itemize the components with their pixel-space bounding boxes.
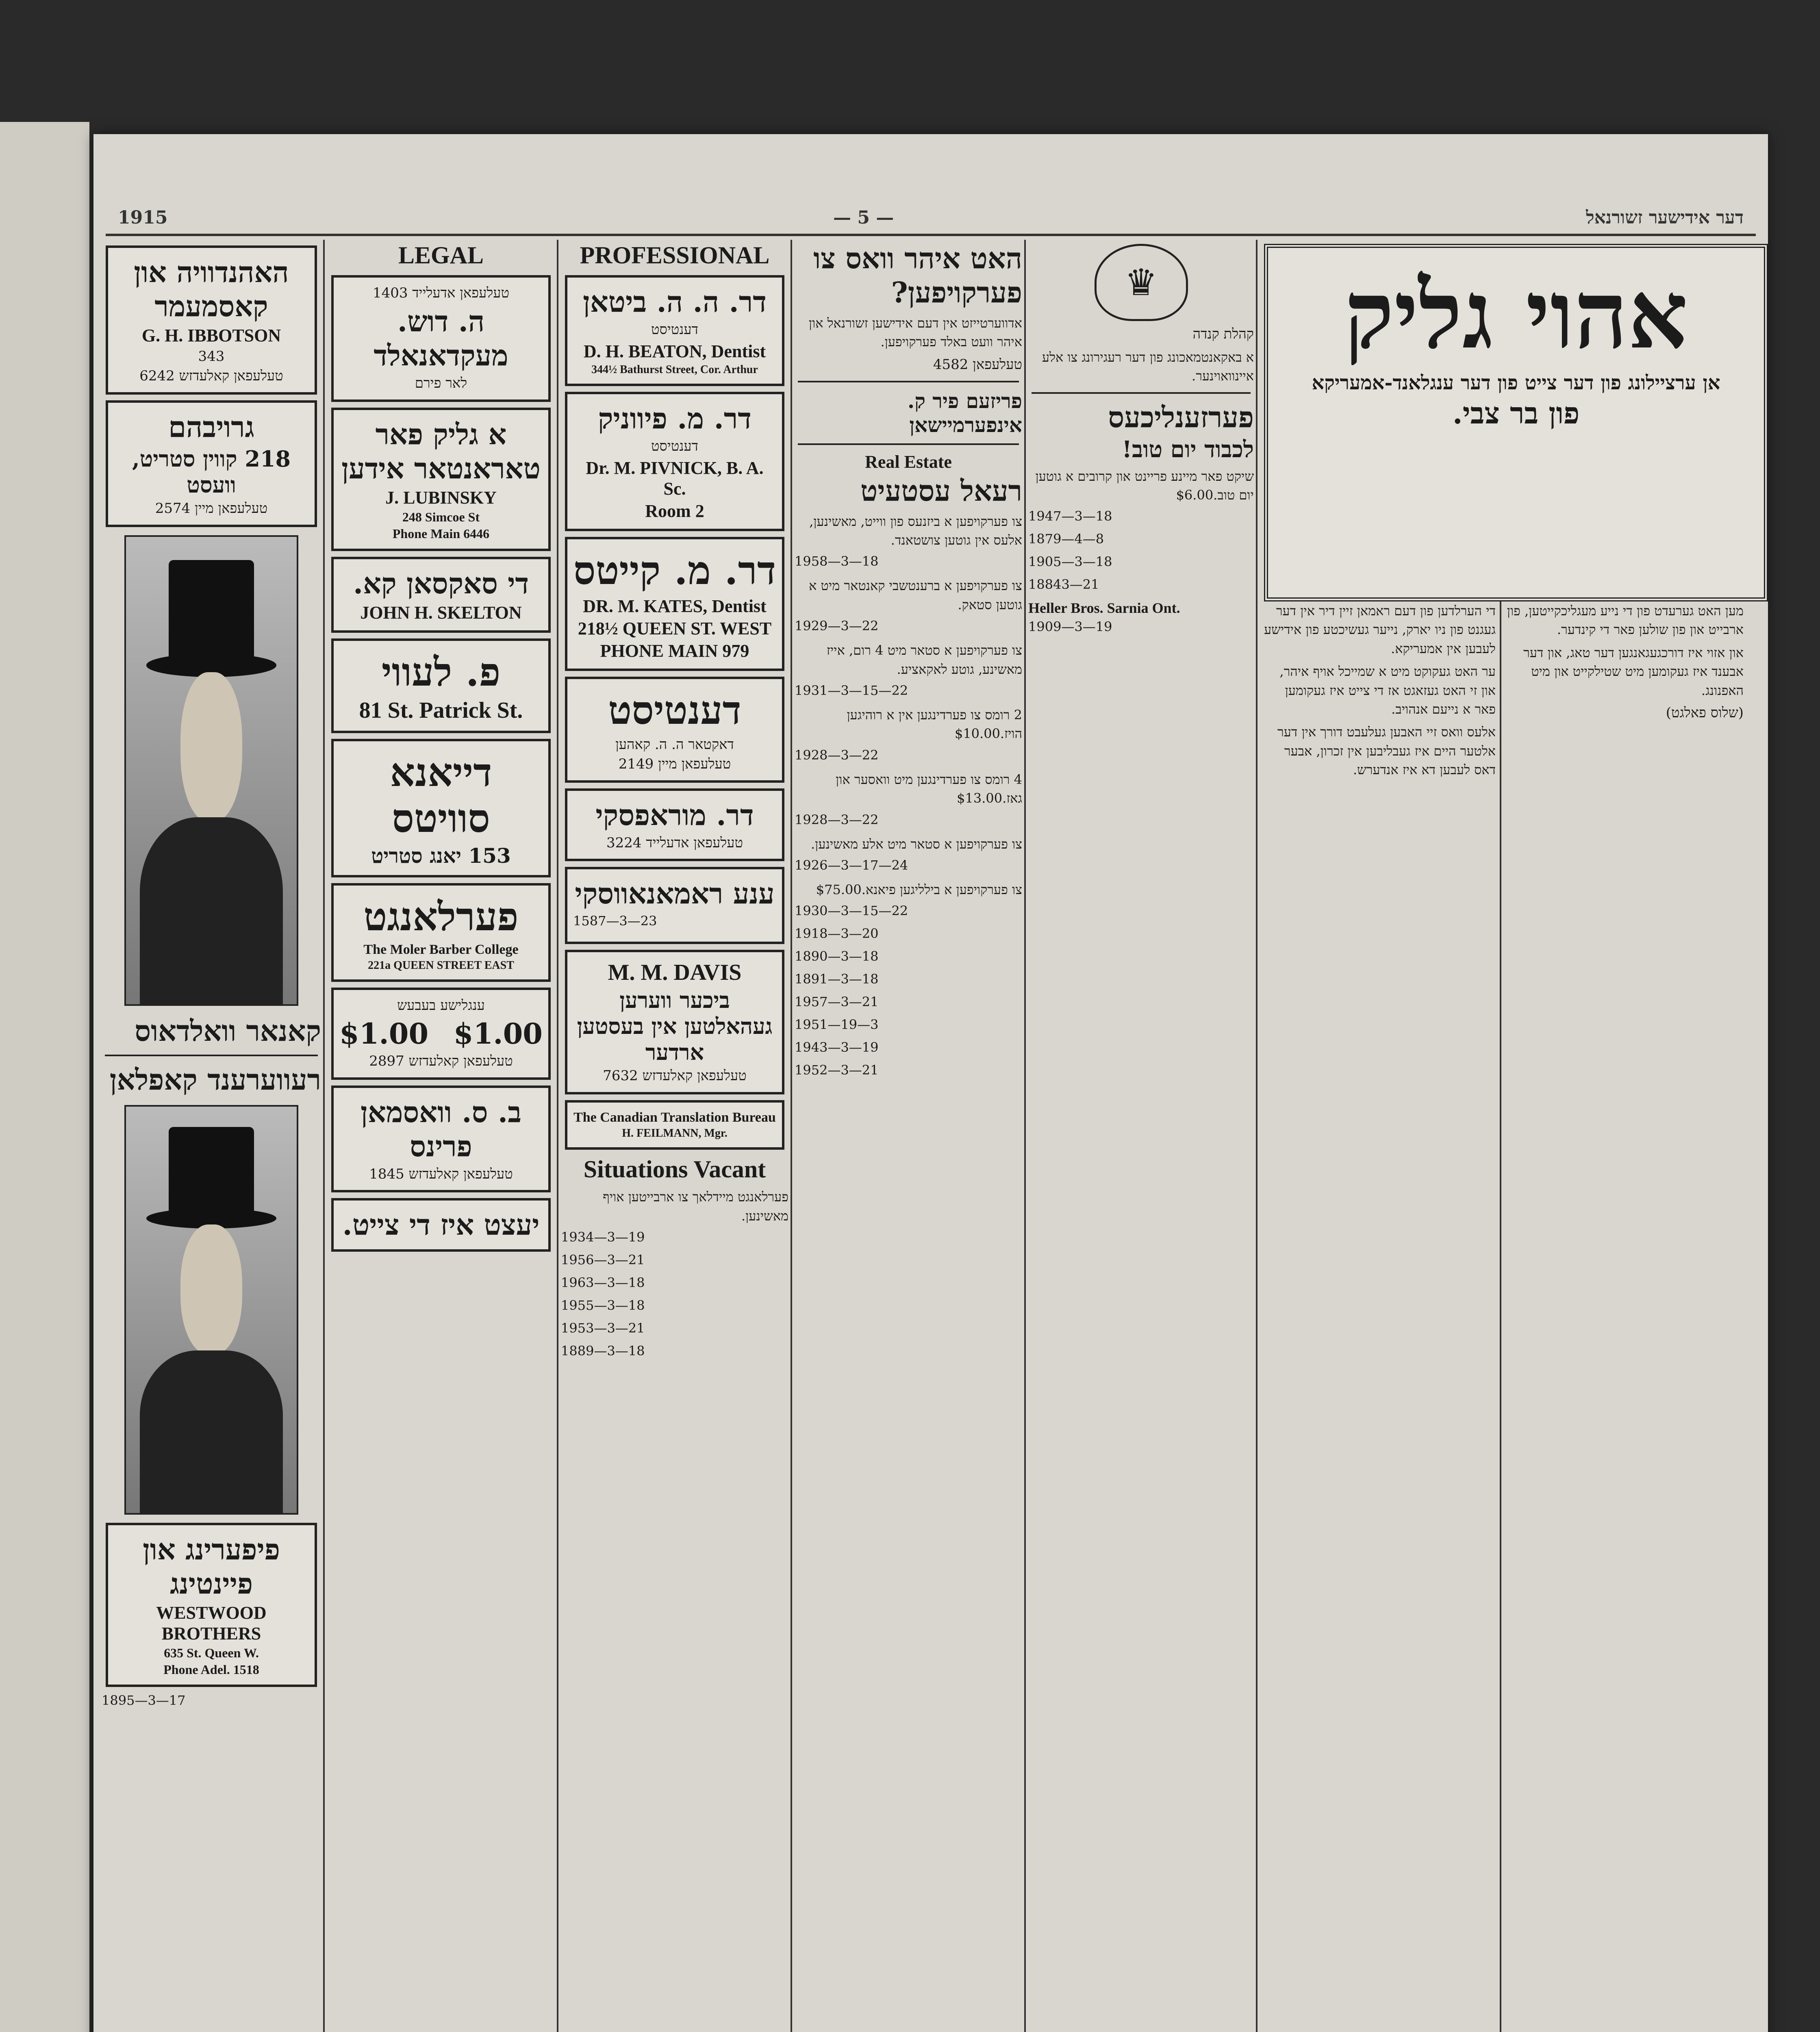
ad-phone: טעלעפאן קאלעדזש 7632 (603, 1068, 747, 1084)
ad-legal-macdonald (331, 275, 551, 402)
classified-code: 1943—3—19 (795, 1040, 879, 1055)
column-classifieds (795, 240, 1022, 2032)
column-ads-left (102, 240, 321, 2032)
ad-phone: טעלעפאן אדעלייד 3224 (606, 834, 743, 851)
classified-code: 1587—3—23 (573, 913, 657, 929)
story-subtitle: אן ערציילונג פון דער צייט פון דער ענגלאנד-אמעריקא (1312, 371, 1720, 394)
classified-text: צו פערקויפען א בילליגען פיאנא.$75.00 (816, 881, 1022, 897)
ad-title: דענטיסט (608, 687, 741, 733)
column-rule (557, 240, 558, 2032)
column-legal (327, 240, 555, 2032)
classified-code: 1931—3—15—22 (795, 683, 908, 699)
ad-street: 343 (198, 348, 225, 365)
price: $13.00 (957, 790, 1003, 806)
classified-text: פערלאנגט מיידלאך צו ארבייטען אויף מאשינען. (603, 1189, 788, 1224)
folio-right: דער אידישער זשורנאל (1586, 207, 1744, 228)
photo-caption: קאנאר וואלדאוס (135, 1014, 321, 1048)
story-title: אהוי גליק (1344, 260, 1688, 370)
ad-phone: טעלעפאן קאלעדזש 6242 (139, 367, 283, 384)
ad-beaton (565, 275, 784, 386)
ad-translation-bureau (565, 1100, 784, 1150)
ad-phone: Phone Adel. 1518 (163, 1662, 259, 1677)
classified-code: 1891—3—18 (795, 971, 879, 987)
ad-name: The Moler Barber College (363, 942, 519, 957)
ad-kates (565, 537, 784, 671)
classified-text: צו פערקויפען א סטאר מיט 4 רום, אייז מאשינע, גוטע לאקאציע. (826, 643, 1022, 677)
ad-name: JOHN H. SKELTON (360, 602, 522, 623)
top-hat-shape (169, 1127, 254, 1216)
ad-title: פיפערינג און פיינטינג (143, 1532, 280, 1600)
ad-name: M. M. DAVIS (608, 960, 742, 986)
left-page-edge (0, 122, 89, 2032)
real-estate-header: רעאל עסטעיט (860, 473, 1022, 508)
ad-phone: טעלעפאן קאלעדזש 2897 (369, 1053, 513, 1069)
classified-code: 1926—3—17—24 (795, 857, 908, 873)
face-shape (180, 1224, 242, 1355)
story-paragraph: ער האט געקוקט מיט א שמייכל אויף איהר, און זי האט געזאגט אז די צייט איז געקומען פאר א נייעם אנהויב. (1279, 664, 1496, 717)
royal-crest-icon: ♛ (1095, 244, 1188, 321)
column-professional (561, 240, 788, 2032)
classified-code: 1895—3—17 (102, 1692, 186, 1708)
folio-left: 1915 (118, 207, 168, 228)
ad-phone: טעלעפאן אדעלייד 1403 (372, 285, 510, 301)
classified-text: 4 רומס צו פערדינגען מיט וואסער און גאז.$13.00 (836, 771, 1022, 806)
coat-shape (140, 817, 283, 1004)
classified-code: 1879—4—8 (1028, 531, 1104, 547)
story-column-left (1264, 597, 1496, 2032)
classified-code: 1909—3—19 (1028, 619, 1112, 635)
ad-levy (331, 638, 551, 733)
ad-subtitle: דאקטאר ה. ה. קאהען (615, 736, 734, 753)
divider (1032, 392, 1251, 394)
ad-name: G. H. IBBOTSON (141, 326, 281, 345)
ad-romanovsky (565, 867, 784, 944)
story-paragraph: מען האט גערעדט פון די נייע מעגליכקייטען, פון ארבייט און פון שולען פאר די קינדער. (1507, 603, 1744, 638)
ad-phone: PHONE MAIN 979 (600, 640, 749, 661)
classified-text: 2 רומס צו פערדינגען אין א רוהיגען הויז.$10.00 (847, 707, 1022, 742)
classified-code: 1928—3—22 (795, 747, 879, 763)
ad-saxon (331, 557, 551, 633)
divider (798, 381, 1019, 382)
ad-wasman-prints (331, 1085, 551, 1193)
classified-code: 1963—3—18 (561, 1275, 645, 1291)
ad-phone: טעלעפאן מיין 2149 (618, 755, 731, 772)
folio-center: — 5 — (833, 207, 894, 228)
ad-address: 218 קווין סטריט, וועסט (132, 445, 291, 498)
classified-code: 1929—3—22 (795, 618, 879, 634)
situations-header: Situations Vacant (583, 1156, 766, 1183)
ad-title: ענע ראמאנאווסקי (575, 877, 775, 911)
ad-phone: Phone Main 6446 (392, 526, 490, 541)
ad-room: Room 2 (645, 501, 704, 521)
classified-text: אדווערטייזט אין דעם אידישען זשורנאל און איהר וועט באלד פערקויפען. (808, 315, 1022, 350)
column-rule (323, 240, 325, 2032)
ad-davis (565, 950, 784, 1094)
column-rule (1024, 240, 1026, 2032)
price: $75.00 (816, 881, 862, 897)
photo-caption: רעווערענד קאפלאן (109, 1062, 321, 1096)
legal-header: LEGAL (398, 242, 484, 269)
ad-title: יעצט איז די צייט. (342, 1208, 540, 1242)
classified-code: 1905—3—18 (1028, 554, 1112, 570)
classified-text: צו פערקויפען א ביזנעס פון ווייט, מאשינען, אלעס אין גוטען צושטאנד. (809, 513, 1022, 548)
story-footer: (שלוס פאלגט) (1666, 704, 1744, 721)
ad-name: Dr. M. PIVNICK, B. A. Sc. (586, 458, 764, 499)
price: $6.00 (1176, 487, 1214, 503)
ad-name: DR. M. KATES, Dentist (583, 596, 767, 616)
price: $10.00 (954, 726, 1000, 742)
ad-murafsky (565, 788, 784, 862)
ad-subtitle: H. FEILMANN, Mgr. (622, 1127, 728, 1140)
ad-westwood (106, 1523, 317, 1687)
portrait-photo (124, 1105, 298, 1515)
ad-address: 344½ Bathurst Street, Cor. Arthur (591, 363, 758, 376)
ad-name: D. H. BEATON, Dentist (583, 341, 766, 361)
classified-code: 1918—3—20 (795, 926, 879, 942)
classified-code: 1889—3—18 (561, 1343, 645, 1359)
section-title: האט איהר וואס צו פערקויפען? (813, 241, 1022, 309)
ad-pivnick (565, 392, 784, 531)
ad-hardware (106, 245, 317, 395)
classified-code: 1955—3—18 (561, 1298, 645, 1313)
ad-groybhem (106, 400, 317, 527)
ad-phone: טעלעפאן קאלעדזש 1845 (369, 1166, 513, 1182)
ad-title: דייאנא סוויטס (390, 749, 492, 841)
column-rule (791, 240, 792, 2032)
coat-shape (140, 1350, 283, 1513)
ad-title: ב. ס. וואסמאן פרינס (361, 1095, 521, 1163)
column-rule (1500, 593, 1501, 2032)
classified-code: 1934—3—19 (561, 1229, 645, 1245)
ad-name: The Canadian Translation Bureau (573, 1110, 776, 1125)
column-personal (1028, 240, 1254, 2032)
ad-title: דר. ה. ה. ביטאן (583, 285, 767, 319)
classified-code: 18843—21 (1028, 577, 1099, 593)
ad-address: 248 Simcoe St (402, 509, 480, 524)
ad-subtitle: דענטיסט (651, 438, 698, 454)
section-title: פערזענליכעס (1108, 400, 1254, 434)
classified-code: 1957—3—21 (795, 994, 879, 1010)
ad-address: 153 יאנג סטריט (371, 843, 511, 868)
professional-header: PROFESSIONAL (580, 242, 770, 269)
classified-code: 1890—3—18 (795, 949, 879, 964)
story-paragraph: און אזוי איז דורכגעגאנגען דער טאג, און דער אבענד איז געקומען מיט שטילקייט און מיט האפנונג. (1523, 645, 1744, 698)
ad-english-lessons (331, 988, 551, 1080)
column-rule (1256, 240, 1257, 2032)
crest-caption: קהלת קנדה (1192, 326, 1254, 342)
classified-code: 1930—3—15—22 (795, 903, 908, 919)
folio-rule (106, 234, 1756, 236)
story-column-right (1504, 597, 1744, 2032)
classified-code: 1951—19—3 (795, 1017, 879, 1033)
ad-name: WESTWOOD BROTHERS (156, 1602, 267, 1643)
ad-title: דר. מוראפסקי (595, 798, 754, 832)
notice-text: שיקט פאר מיינע פריינט און קרובים א גוטען יום טוב.$6.00 (1035, 468, 1254, 503)
ad-phone: טעלעפאן מיין 2574 (155, 500, 268, 517)
ad-now-is-time (331, 1198, 551, 1252)
classified-code: 1953—3—21 (561, 1320, 645, 1336)
ad-address: 635 St. Queen W. (164, 1645, 259, 1660)
ad-lubinsky (331, 408, 551, 551)
ad-title: האהנדוויה און קאסמעמר (134, 255, 289, 323)
business-name: Heller Bros. Sarnia Ont. (1028, 600, 1180, 617)
classified-text: צו פערקויפען א סטאר מיט אלע מאשינען. (811, 836, 1022, 852)
ad-title: ביכער ווערען געהאלטען אין בעסטען ארדער (577, 987, 773, 1066)
top-hat-shape (169, 560, 254, 663)
classified-code: 1956—3—21 (561, 1252, 645, 1268)
ad-title: גרויבהם (168, 410, 254, 444)
section-subtitle: לכבוד יום טוב! (1122, 436, 1254, 463)
newspaper-page (93, 134, 1768, 2032)
notice-text: א באקאנטמאכונג פון דער רעגירונג צו אלע איינוואוינער. (1042, 349, 1254, 384)
price: $1.00 (453, 1016, 543, 1051)
ad-title: דר. מ. קייטס (573, 547, 776, 593)
story-author: פון בר צבי. (1452, 396, 1580, 430)
ad-title: דר. מ. פיווניק (598, 401, 751, 435)
ad-name: J. LUBINSKY (385, 487, 497, 508)
classified-code: 1928—3—22 (795, 812, 879, 827)
ad-address: 218½ QUEEN ST. WEST (578, 618, 772, 638)
ad-title: פ. לעווי (381, 649, 501, 695)
classified-code: 1952—3—21 (795, 1062, 879, 1078)
portrait-photo (124, 535, 298, 1006)
ad-diana-sweets (331, 739, 551, 877)
face-shape (180, 672, 242, 822)
classified-text: צו פערקויפען א ברענטשבי קאנטאר מיט א גוטען סטאק. (809, 578, 1022, 612)
price: $1.00 (339, 1016, 429, 1051)
ad-subtitle: לאר פירם (415, 375, 467, 391)
ad-title: ענגלישע בעבעש (397, 997, 485, 1014)
classified-code: 1958—3—18 (795, 554, 879, 569)
classified-code: 1947—3—18 (1028, 508, 1112, 524)
ad-title: ה. דוש. מעקדאנאלד (374, 304, 508, 372)
divider (798, 443, 1019, 445)
ad-title: פערלאנגט (363, 893, 519, 940)
story-masthead (1264, 244, 1768, 601)
ad-title: די סאקסאן קא. (353, 566, 529, 600)
ad-title: א גליק פאר טאראנטאר אידען (341, 417, 541, 485)
phone: טעלעפאן 4582 (933, 356, 1022, 373)
section-title: פריזעם פיר ק. אינפערמיישאן (907, 389, 1022, 437)
ad-dentist-cohen (565, 677, 784, 783)
story-paragraph: די הערלדען פון דעם ראמאן זיין דיר אין דער געגנט פון ניו יארק, נייער געשיכטע פון אידישע לעבען אין אמעריקא. (1264, 603, 1496, 656)
story-paragraph: אלעס וואס זיי האבען געלעבט דורך אין דער אלטער היים איז געבליבען אין זכרון, אבער דאס לעבען דא איז אנדערש. (1277, 724, 1496, 778)
ad-address: 221a QUEEN STREET EAST (368, 959, 514, 972)
ad-subtitle: דענטיסט (651, 321, 698, 338)
ad-address: 81 St. Patrick St. (359, 697, 523, 723)
price-row (339, 1017, 543, 1051)
divider (105, 1055, 318, 1056)
real-estate-header-en: Real Estate (865, 452, 952, 472)
ad-moler-barber (331, 883, 551, 982)
